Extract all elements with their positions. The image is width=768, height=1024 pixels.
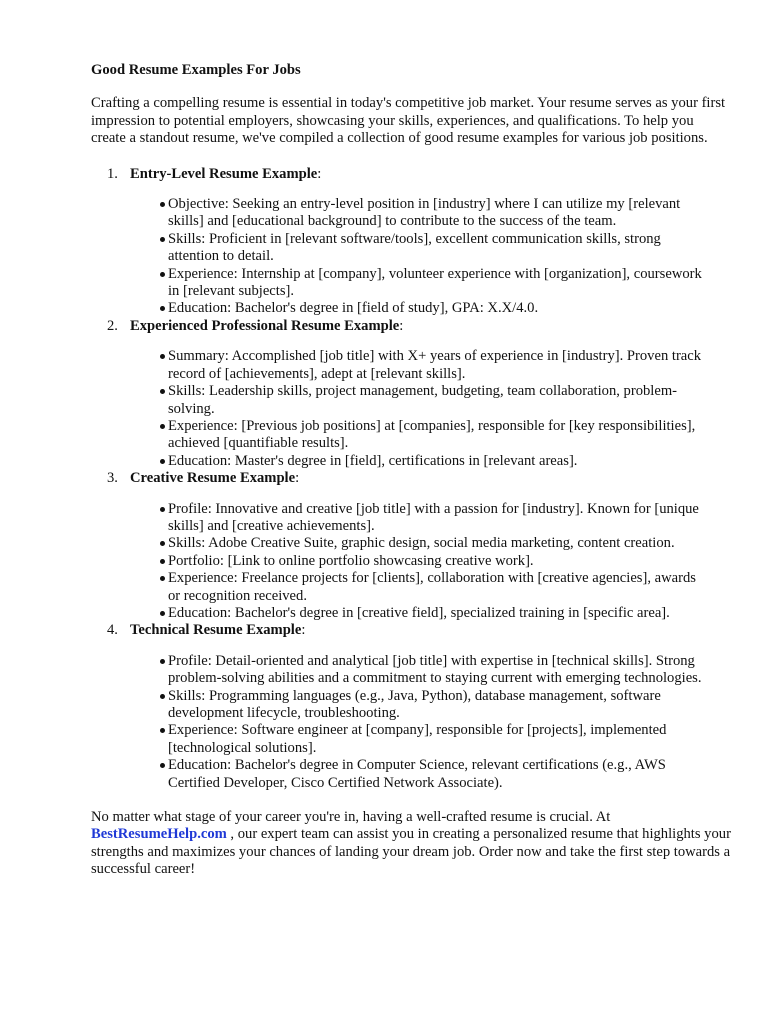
bullet-text: Skills: Adobe Creative Suite, graphic design, social media marketing, content creation. bbox=[168, 535, 675, 552]
section-entry-level bbox=[91, 166, 731, 318]
resume-examples-list bbox=[91, 166, 731, 792]
list-item bbox=[168, 383, 708, 418]
bullet-text: Profile: Detail-oriented and analytical [job title] with expertise in [technical skills]. Strong problem-solving abilities and a commitment to staying current with emerging technologies. bbox=[168, 652, 702, 687]
bullet-icon bbox=[160, 272, 165, 277]
bullet-icon bbox=[160, 306, 165, 311]
bullet-text: Portfolio: [Link to online portfolio showcasing creative work]. bbox=[168, 552, 534, 569]
bullet-icon bbox=[160, 611, 165, 616]
brand-link[interactable]: BestResumeHelp.com bbox=[91, 826, 227, 843]
bullet-icon bbox=[160, 202, 165, 207]
list-item bbox=[168, 553, 708, 570]
section-number: 3. bbox=[107, 470, 118, 487]
bullet-icon bbox=[160, 459, 165, 464]
bullet-text: Education: Master's degree in [field], certifications in [relevant areas]. bbox=[168, 452, 578, 469]
section-number: 2. bbox=[107, 317, 118, 334]
bullet-icon bbox=[160, 576, 165, 581]
bullet-icon bbox=[160, 424, 165, 429]
section-number: 4. bbox=[107, 622, 118, 639]
bullet-text: Education: Bachelor's degree in [field of study], GPA: X.X/4.0. bbox=[168, 300, 539, 317]
section-heading: Creative Resume Example bbox=[130, 470, 296, 487]
bullet-list bbox=[130, 196, 731, 318]
list-item bbox=[168, 501, 708, 536]
list-item bbox=[168, 196, 708, 231]
section-heading: Experienced Professional Resume Example bbox=[130, 317, 400, 334]
bullet-icon bbox=[160, 728, 165, 733]
bullet-text: Summary: Accomplished [job title] with X+ years of experience in [industry]. Proven track record of [achievements], adept at [relevant skills]. bbox=[168, 348, 702, 382]
page-title: Good Resume Examples For Jobs bbox=[91, 62, 301, 78]
closing-paragraph bbox=[91, 809, 731, 879]
bullet-icon bbox=[160, 389, 165, 394]
bullet-text: Skills: Proficient in [relevant software/tools], excellent communication skills, strong attention to detail. bbox=[168, 230, 661, 265]
bullet-icon bbox=[160, 559, 165, 564]
section-technical bbox=[91, 622, 731, 792]
bullet-text: Objective: Seeking an entry-level position in [industry] where I can utilize my [relevant skills] and [educational background] to contribute to the success of the team. bbox=[168, 196, 681, 230]
list-item bbox=[168, 722, 708, 757]
list-item bbox=[168, 453, 708, 470]
bullet-text: Education: Bachelor's degree in [creative field], specialized training in [specific area]. bbox=[168, 604, 670, 621]
bullet-icon bbox=[160, 507, 165, 512]
closing-text-start: No matter what stage of your career you're in, having a well-crafted resume is crucial. At bbox=[91, 809, 611, 826]
bullet-text: Education: Bachelor's degree in Computer Science, relevant certifications (e.g., AWS Certified Developer, Cisco Certified Network Associate). bbox=[168, 757, 666, 791]
section-colon: : bbox=[301, 622, 306, 639]
bullet-text: Experience: Internship at [company], volunteer experience with [organization], coursework in [relevant subjects]. bbox=[168, 265, 702, 300]
bullet-text: Skills: Programming languages (e.g., Java, Python), database management, software development lifecycle, troubleshooting. bbox=[168, 687, 661, 721]
section-heading: Entry-Level Resume Example bbox=[130, 165, 318, 182]
bullet-icon bbox=[160, 659, 165, 664]
list-item bbox=[168, 418, 708, 453]
list-item bbox=[168, 348, 708, 383]
document-page bbox=[91, 62, 731, 879]
list-item bbox=[168, 605, 708, 622]
bullet-text: Experience: Freelance projects for [clients], collaboration with [creative agencies], awards or recognition received. bbox=[168, 570, 696, 604]
bullet-icon bbox=[160, 541, 165, 546]
bullet-icon bbox=[160, 694, 165, 699]
bullet-list bbox=[130, 501, 731, 623]
bullet-list bbox=[130, 348, 731, 470]
bullet-text: Skills: Leadership skills, project management, budgeting, team collaboration, problem-solving. bbox=[168, 383, 678, 417]
list-item bbox=[168, 266, 708, 301]
section-number: 1. bbox=[107, 165, 118, 182]
list-item bbox=[168, 688, 708, 723]
bullet-icon bbox=[160, 354, 165, 359]
list-item bbox=[168, 300, 708, 317]
list-item bbox=[168, 757, 708, 792]
section-colon: : bbox=[295, 470, 300, 487]
bullet-text: Profile: Innovative and creative [job title] with a passion for [industry]. Known for [unique skills] and [creative achievements]. bbox=[168, 500, 699, 534]
list-item bbox=[168, 231, 708, 266]
section-colon: : bbox=[317, 165, 322, 182]
section-colon: : bbox=[399, 317, 404, 334]
bullet-list bbox=[130, 653, 731, 792]
section-experienced-professional bbox=[91, 318, 731, 470]
bullet-text: Experience: [Previous job positions] at [companies], responsible for [key responsibilities], achieved [quantifiable results]. bbox=[168, 417, 696, 452]
bullet-text: Experience: Software engineer at [company], responsible for [projects], implemented [technological solutions]. bbox=[168, 722, 667, 756]
bullet-icon bbox=[160, 237, 165, 242]
list-item bbox=[168, 570, 708, 605]
bullet-icon bbox=[160, 763, 165, 768]
section-heading: Technical Resume Example bbox=[130, 622, 302, 639]
section-creative bbox=[91, 470, 731, 622]
intro-paragraph: Crafting a compelling resume is essential in today's competitive job market. Your resume serves as your first impression to potential employers, showcasing your skills, experiences, and qualifications. To help you create a standout resume, we've compiled a collection of good resume examples for various job positions. bbox=[91, 95, 726, 147]
closing-text-end: , our expert team can assist you in creating a personalized resume that highlights your strengths and maximizes your chances of landing your dream job. Order now and take the first step towards a successful career! bbox=[91, 826, 731, 878]
list-item bbox=[168, 535, 708, 552]
list-item bbox=[168, 653, 708, 688]
